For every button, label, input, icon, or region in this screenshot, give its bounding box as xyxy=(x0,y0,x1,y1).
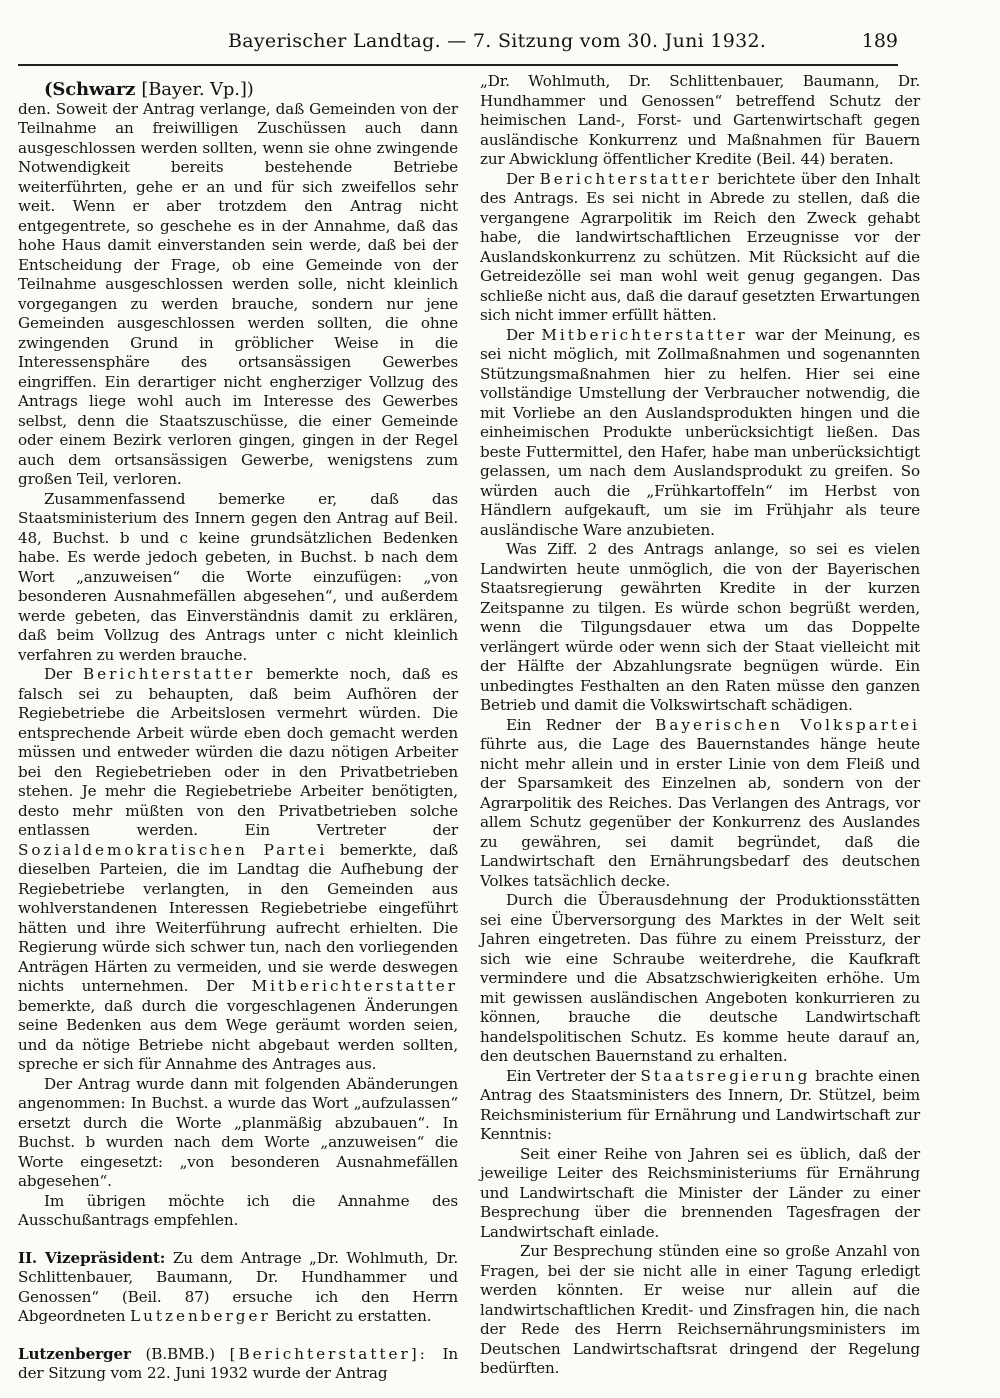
speaker-heading xyxy=(18,80,458,100)
paragraph xyxy=(480,716,920,892)
text-run: bemerkte noch, daß es falsch sei zu behaupten, daß beim Aufhören der Regiebetriebe die Arbeitslosen vermehrt würden. Die entsprechende Arbeit würde eben doch gemacht werden müssen und entweder würden die dazu nötigen Arbeiter bei den Regiebetrieben oder in den Privatbetrieben stehen. Je mehr die Regiebetriebe Arbeiter benötigten, desto mehr müßten von den Privatbetrieben solche entlassen werden. Ein Vertreter der xyxy=(18,665,458,839)
text-run: war der Meinung, es sei nicht möglich, mit Zollmaßnahmen und sogenannten Stützungsmaßnahmen hier zu helfen. Hier sei eine vollständige Umstellung der Verbraucher notwendig, die mit Vorliebe an den Auslandsprodukten hingen und die einheimischen Produkte unberücksichtigt ließen. Das beste Futtermittel, den Hafer, habe man unberücksichtigt gelassen, um nach dem Auslandsprodukt zu greifen. So würden auch die „Frühkartoffeln“ im Herbst von Händlern aufgekauft, um sie im Frühjahr als teure ausländische Ware anzubieten. xyxy=(480,325,920,539)
right-column xyxy=(480,72,920,1379)
speaker-name: Lutzenberger xyxy=(18,1344,131,1363)
speaker-party: [Bayer. Vp.]) xyxy=(141,79,254,100)
text-run: Ein Redner der xyxy=(506,715,641,734)
spaced-term: [Berichterstatter]: xyxy=(229,1344,428,1363)
paragraph: den. Soweit der Antrag verlange, daß Gemeinden von der Teilnahme an freiwilligen Zuschüssen auch dann ausgeschlossen werden sollten, wenn sie ohne zwingende Notwendigkeit bereits bestehende Betriebe weiterführten, gehe er an und für sich zweifellos sehr weit. Wenn er aber trotzdem den Antrag nicht entgegentrete, so geschehe es in der Annahme, daß das hohe Haus damit einverstanden sein werde, daß bei der Entscheidung der Frage, ob eine Gemeinde von der Teilnahme ausgeschlossen werden solle, nicht kleinlich vorgegangen zu werden brauche, sondern nur jene Gemeinden ausgeschlossen werden sollten, die ohne zwingenden Grund in gröblicher Weise in die Interessensphäre des ortsansässigen Gewerbes eingriffen. Ein derartiger nicht engherziger Vollzug des Antrags liege wohl auch im Interesse des Gewerbes selbst, denn die Staatszuschüsse, die einer Gemeinde oder einem Bezirk verloren gingen, gingen in der Regel auch dem ortsansässigen Gewerbe, wenigstens zum großen Teil, verloren. xyxy=(18,99,458,488)
text-run: Ein Vertreter der xyxy=(506,1066,636,1085)
text-run: Bericht zu erstatten. xyxy=(275,1307,432,1325)
text-run: Der xyxy=(506,325,534,344)
spaced-term: Berichterstatter xyxy=(82,665,256,683)
spaced-term: Mitberichterstatter xyxy=(541,325,748,344)
paragraph: Zusammenfassend bemerke er, daß das Staatsministerium des Innern gegen den Antrag auf Beil. 48, Buchst. b und c keine grundsätzlichen Bedenken habe. Es werde jedoch gebeten, in Buchst. b nach dem Wort „anzuweisen“ die Worte einzufügen: „von besonderen Ausnahmefällen abgesehen“, und außerdem werde gebeten, das Einverständnis damit zu erklären, daß beim Vollzug des Antrags unter c nicht kleinlich verfahren zu werden brauche. xyxy=(18,489,458,664)
running-header xyxy=(18,30,898,66)
paragraph xyxy=(480,326,920,541)
spaced-term: Lutzenberger xyxy=(130,1307,271,1325)
paragraph xyxy=(18,1249,458,1327)
paragraph xyxy=(18,1345,458,1384)
speaker-party: (B.BMB.) xyxy=(145,1344,215,1363)
paragraph xyxy=(480,1067,920,1145)
text-run: brachte einen Antrag des Staatsministers des Innern, Dr. Stützel, beim Reichsministerium für Ernährung und Landwirtschaft zur Kenntnis: xyxy=(480,1066,920,1143)
paragraph: „Dr. Wohlmuth, Dr. Schlittenbauer, Baumann, Dr. Hundhammer und Genossen“ betreffend Schutz der heimischen Land-, Forst- und Gartenwirtschaft gegen ausländische Konkurrenz und Maßnahmen für Bauern zur Abwicklung öffentlicher Kredite (Beil. 44) beraten. xyxy=(480,72,920,168)
spaced-term: Staatsregierung xyxy=(640,1066,811,1085)
left-column xyxy=(18,80,458,1384)
text-run: bemerkte, daß dieselben Parteien, die im Landtag die Aufhebung der Regiebetriebe verlangten, in den Gemeinden aus wohlverstandenen Interessen Regiebetriebe eingeführt hätten und ihre Weiterführung aufrecht erhielten. Die Regierung würde sich schwer tun, nach den vorliegenden Anträgen Härten zu vermeiden, und sie werde deswegen nichts unternehmen. Der xyxy=(18,840,459,995)
spaced-term: Berichterstatter xyxy=(539,169,712,188)
text-run: führte aus, die Lage des Bauernstandes hänge heute nicht mehr allein und in erster Linie von dem Fleiß und der Sparsamkeit des Einzelnen ab, sondern von der Agrarpolitik des Reiches. Das Verlangen des Antrags, vor allem Schutz gegenüber der Konkurrenz des Auslandes zu gewähren, sei damit begründet, daß die Landwirtschaft den Ernährungsbedarf des deutschen Volkes tatsächlich decke. xyxy=(480,735,920,890)
paragraph: Durch die Überausdehnung der Produktionsstätten sei eine Überversorgung des Marktes in der Welt seit Jahren eingetreten. Das führe zu einem Preissturz, der sich wie eine Schraube weiterdrehe, die Kaufkraft vermindere und die Absatzschwierigkeiten erhöhe. Um mit gewissen ausländischen Angeboten konkurrieren zu können, brauche die deutsche Landwirtschaft handelspolitischen Schutz. Es komme heute darauf an, den deutschen Bauernstand zu erhalten. xyxy=(480,891,920,1065)
spaced-term: Sozialdemokratischen Partei xyxy=(18,840,328,859)
paragraph: Zur Besprechung stünden eine so große Anzahl von Fragen, bei der sie nicht alle in einer Tagung erledigt werden könnten. Er weise nur allein auf die landwirtschaftlichen Kredit- und Zinsfragen hin, die nach der Rede des Herrn Reichsernährungsministers im Deutschen Landwirtschaftsrat dringend der Regelung bedürften. xyxy=(480,1242,920,1377)
paragraph: Seit einer Reihe von Jahren sei es üblich, daß der jeweilige Leiter des Reichsministeriums für Ernährung und Landwirtschaft die Minister der Länder zu einer Besprechung über die brennenden Tagesfragen der Landwirtschaft einlade. xyxy=(480,1144,920,1241)
text-run: Der xyxy=(506,169,534,188)
paragraph: Im übrigen möchte ich die Annahme des Ausschußantrags empfehlen. xyxy=(18,1191,458,1229)
text-run: bemerkte, daß durch die vorgeschlagenen Änderungen seine Bedenken aus dem Wege geräumt worden seien, und da nötige Betriebe nicht abgebaut werden sollten, spreche er sich für Annahme des Antrages aus. xyxy=(18,996,458,1073)
paragraph xyxy=(480,170,920,326)
running-title: Bayerischer Landtag. — 7. Sitzung vom 30. Juni 1932. xyxy=(228,30,767,52)
paragraph xyxy=(18,665,458,1075)
paragraph: Der Antrag wurde dann mit folgenden Abänderungen angenommen: In Buchst. a wurde das Wort „aufzulassen“ ersetzt durch die Worte „planmäßig abzubauen“. In Buchst. b wurden nach dem Worte „anzuweisen“ die Worte eingesetzt: „von besonderen Ausnahmefällen abgesehen“. xyxy=(18,1074,458,1190)
speaker-name: II. Vizepräsident: xyxy=(18,1248,166,1267)
speaker-name: (Schwarz xyxy=(44,79,136,100)
text-run: In der Sitzung vom 22. Juni 1932 wurde der Antrag xyxy=(18,1344,459,1382)
spaced-term: Mitberichterstatter xyxy=(251,977,458,995)
text-run: berichtete über den Inhalt des Antrags. Es sei nicht in Abrede zu stellen, daß die vergangene Agrarpolitik im Reich den Zweck gehabt habe, die landwirtschaftlichen Erzeugnisse vor der Auslandskonkurrenz zu schützen. Mit Rücksicht auf die Getreidezölle sei man wohl weit genug gegangen. Das schließe nicht aus, daß die darauf gesetzten Erwartungen sich nicht immer erfüllt hätten. xyxy=(480,169,920,324)
text-run: Der xyxy=(44,665,72,683)
text-run: Zu dem Antrage „Dr. Wohlmuth, Dr. Schlittenbauer, Baumann, Dr. Hundhammer und Genossen“ (Beil. 87) ersuche ich den Herrn Abgeordneten xyxy=(18,1248,459,1325)
paragraph: Was Ziff. 2 des Antrags anlange, so sei es vielen Landwirten heute unmöglich, die von der Bayerischen Staatsregierung gewährten Kredite in der kurzen Zeitspanne zu tilgen. Es würde schon begrüßt werden, wenn die Tilgungsdauer etwa um das Doppelte verlängert würde oder wenn sich der Staat vielleicht mit der Hälfte der Abzahlungsrate begnügen würde. Ein unbedingtes Festhalten an den Raten müsse den ganzen Betrieb und damit die Volkswirtschaft schädigen. xyxy=(480,540,920,714)
spaced-term: Bayerischen Volkspartei xyxy=(655,715,920,734)
page-number: 189 xyxy=(861,30,898,52)
